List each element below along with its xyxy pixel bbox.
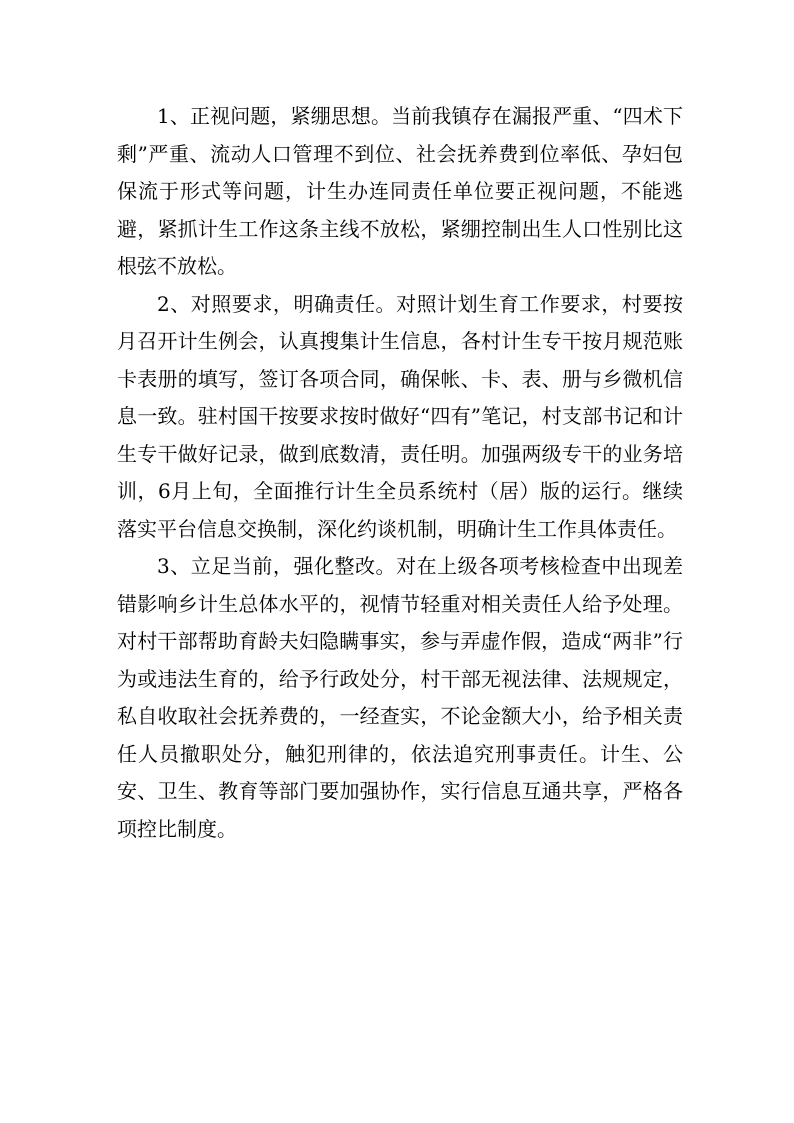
paragraph-2: 2、对照要求，明确责任。对照计划生育工作要求，村要按月召开计生例会，认真搜集计生信息，各村计生专干按月规范账卡表册的填写，签订各项合同，确保帐、卡、表、册与乡微机信息一致。驻村国干按要求按时做好“四有”笔记，村支部书记和计生专干做好记录，做到底数清，责任明。加强两级专干的业务培训，6月上旬，全面推行计生全员系统村（居）版的运行。继续落实平台信息交换制，深化约谈机制，明确计生工作具体责任。 (117, 291, 683, 541)
paragraph-3: 3、立足当前，强化整改。对在上级各项考核检查中出现差错影响乡计生总体水平的，视情节轻重对相关责任人给予处理。对村干部帮助育龄夫妇隐瞒事实，参与弄虚作假，造成“两非”行为或违法生育的，给予行政处分，村干部无视法律、法规规定，私自收取社会抚养费的，一经查实，不论金额大小，给予相关责任人员撤职处分，触犯刑律的，依法追究刑事责任。计生、公安、卫生、教育等部门要加强协作，实行信息互通共享，严格各项控比制度。 (117, 554, 683, 841)
document-body (117, 98, 683, 848)
paragraph-1: 1、正视问题，紧绷思想。当前我镇存在漏报严重、“四术下剩”严重、流动人口管理不到位、社会抚养费到位率低、孕妇包保流于形式等问题，计生办连同责任单位要正视问题，不能逃避，紧抓计生工作这条主线不放松，紧绷控制出生人口性别比这根弦不放松。 (117, 104, 683, 278)
